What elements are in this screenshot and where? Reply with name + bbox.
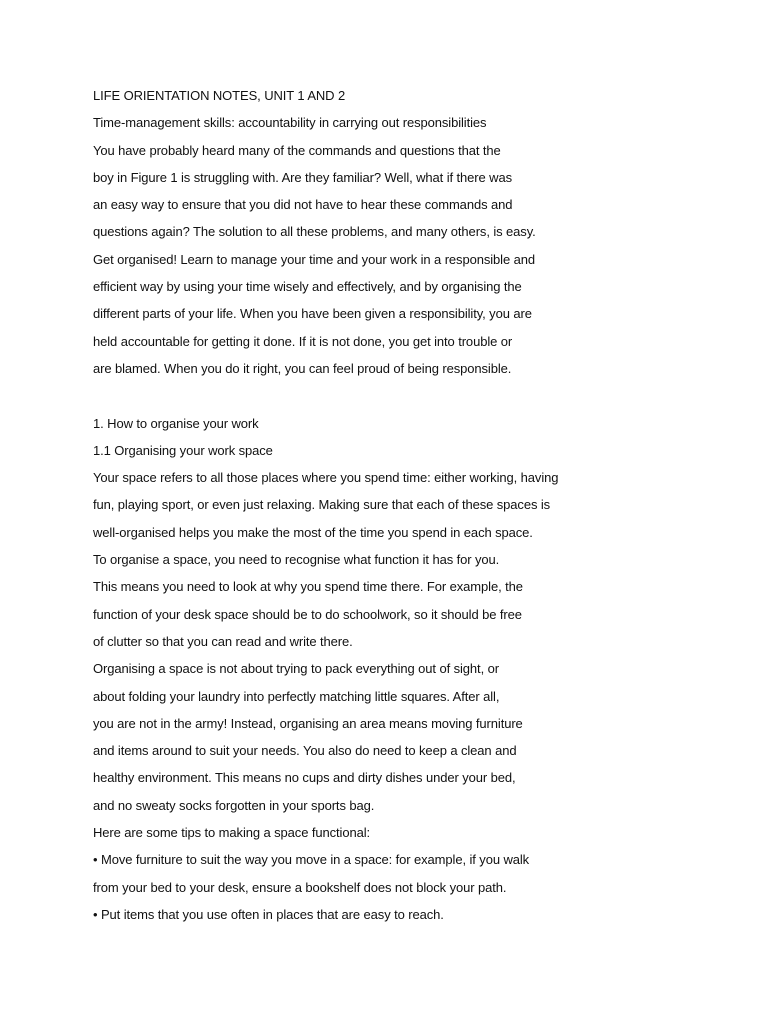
paragraph-line: boy in Figure 1 is struggling with. Are they familiar? Well, what if there was	[93, 169, 512, 185]
paragraph-line: function of your desk space should be to do schoolwork, so it should be free	[93, 606, 522, 622]
bullet-line: • Move furniture to suit the way you move in a space: for example, if you walk	[93, 852, 530, 868]
paragraph-line: Your space refers to all those places where you spend time: either working, having	[93, 470, 559, 486]
paragraph-line: This means you need to look at why you spend time there. For example, the	[93, 579, 523, 595]
paragraph-line: To organise a space, you need to recognise what function it has for you.	[93, 552, 500, 568]
paragraph-line: of clutter so that you can read and write there.	[93, 633, 353, 649]
paragraph-line: from your bed to your desk, ensure a bookshelf does not block your path.	[93, 879, 507, 895]
paragraph-line: different parts of your life. When you have been given a responsibility, you are	[93, 306, 532, 322]
paragraph-line: healthy environment. This means no cups and dirty dishes under your bed,	[93, 770, 516, 786]
paragraph-line: and items around to suit your needs. You also do need to keep a clean and	[93, 743, 517, 759]
paragraph-line: efficient way by using your time wisely and effectively, and by organising the	[93, 279, 522, 295]
paragraph-line: well-organised helps you make the most of the time you spend in each space.	[93, 524, 533, 540]
paragraph-line: an easy way to ensure that you did not have to hear these commands and	[93, 197, 513, 213]
topic-heading: Time-management skills: accountability in carrying out responsibilities	[93, 115, 487, 131]
paragraph-line: Get organised! Learn to manage your time and your work in a responsible and	[93, 251, 535, 267]
bullet-line: • Put items that you use often in places that are easy to reach.	[93, 906, 444, 922]
paragraph-line: You have probably heard many of the commands and questions that the	[93, 142, 501, 158]
paragraph-line: Organising a space is not about trying to pack everything out of sight, or	[93, 661, 499, 677]
paragraph-line: you are not in the army! Instead, organising an area means moving furniture	[93, 715, 523, 731]
paragraph-line: Here are some tips to making a space functional:	[93, 825, 371, 841]
paragraph-line: questions again? The solution to all these problems, and many others, is easy.	[93, 224, 536, 240]
paragraph-line: held accountable for getting it done. If it is not done, you get into trouble or	[93, 333, 513, 349]
document-title: LIFE ORIENTATION NOTES, UNIT 1 AND 2	[93, 88, 346, 103]
paragraph-line: fun, playing sport, or even just relaxing. Making sure that each of these spaces is	[93, 497, 551, 513]
paragraph-line: about folding your laundry into perfectly matching little squares. After all,	[93, 688, 500, 704]
blank-line	[93, 386, 733, 413]
paragraph-line: and no sweaty socks forgotten in your sports bag.	[93, 797, 375, 813]
document-body	[93, 86, 733, 932]
section-heading: 1. How to organise your work	[93, 415, 259, 431]
subsection-heading: 1.1 Organising your work space	[93, 442, 273, 458]
paragraph-line: are blamed. When you do it right, you can feel proud of being responsible.	[93, 360, 512, 376]
